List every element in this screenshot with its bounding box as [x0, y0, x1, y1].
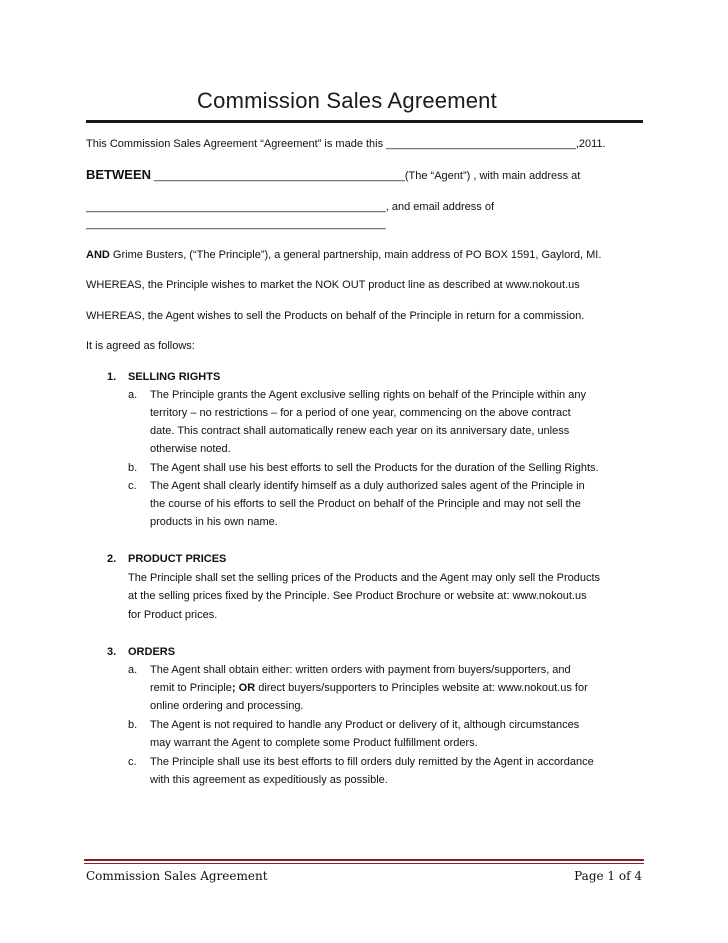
item-line: otherwise noted. — [150, 443, 231, 455]
section-title: ORDERS — [128, 646, 176, 658]
item-line: may warrant the Agent to complete some Product fulfillment orders. — [150, 737, 478, 749]
item-line — [150, 682, 588, 694]
between-line — [86, 167, 580, 182]
page-title: Commission Sales Agreement — [197, 88, 497, 113]
footer-rule — [84, 859, 644, 861]
section-number: 3. — [107, 646, 117, 658]
or-emphasis: ; OR — [231, 682, 256, 694]
item-line: online ordering and processing. — [150, 700, 304, 712]
between-label: BETWEEN — [86, 167, 151, 182]
email-line: _________________________________________________ — [86, 218, 386, 230]
section-body-line: The Principle shall set the selling prices of the Products and the Agent may only sell the Products — [128, 572, 601, 584]
item-line: The Agent shall use his best efforts to sell the Products for the duration of the Selling Rights. — [150, 462, 599, 474]
whereas-2: WHEREAS, the Agent wishes to sell the Products on behalf of the Principle in return for a commission. — [86, 310, 585, 322]
item-line: The Agent is not required to handle any Product or delivery of it, although circumstances — [150, 719, 580, 731]
item-letter: a. — [128, 664, 138, 676]
section-title: PRODUCT PRICES — [128, 553, 227, 565]
footer-title: Commission Sales Agreement — [86, 869, 268, 883]
item-letter: a. — [128, 389, 138, 401]
item-line: The Agent shall obtain either: written orders with payment from buyers/supporters, and — [150, 664, 571, 676]
title-rule — [86, 120, 643, 123]
item-letter: c. — [128, 480, 137, 492]
item-letter: b. — [128, 719, 138, 731]
section-title: SELLING RIGHTS — [128, 371, 221, 383]
item-letter: b. — [128, 462, 138, 474]
item-line: The Principle shall use its best efforts to fill orders duly remitted by the Agent in accordance — [150, 756, 594, 768]
footer-rule — [84, 863, 644, 864]
intro-line: This Commission Sales Agreement “Agreement” is made this _______________________________,2011. — [86, 138, 606, 150]
item-line: The Agent shall clearly identify himself as a duly authorized sales agent of the Principle in — [150, 480, 585, 492]
whereas-1: WHEREAS, the Principle wishes to market the NOK OUT product line as described at www.nokout.us — [86, 279, 580, 291]
and-label: AND — [86, 249, 110, 261]
item-line: the course of his efforts to sell the Product on behalf of the Principle and may not sell the — [150, 498, 581, 510]
item-line: products in his own name. — [150, 516, 278, 528]
item-line: date. This contract shall automatically renew each year on its anniversary date, unless — [150, 425, 570, 437]
page-number: Page 1 of 4 — [574, 869, 642, 883]
section-number: 1. — [107, 371, 117, 383]
section-body-line: for Product prices. — [128, 609, 218, 621]
section-body-line: at the selling prices fixed by the Principle. See Product Brochure or website at: www.nokout.us — [128, 590, 587, 602]
item-line: territory – no restrictions – for a period of one year, commencing on the above contract — [150, 407, 571, 419]
between-text: _________________________________________(The “Agent”) , with main address at — [151, 170, 581, 182]
and-party-line — [86, 249, 601, 261]
item-line-part: direct buyers/supporters to Principles website at: www.nokout.us for — [255, 682, 588, 694]
address-line: _________________________________________________, and email address of — [86, 201, 494, 213]
item-line-part: remit to Principle — [150, 682, 232, 694]
item-letter: c. — [128, 756, 137, 768]
agreed-line: It is agreed as follows: — [86, 340, 195, 352]
item-line: with this agreement as expeditiously as possible. — [150, 774, 388, 786]
section-number: 2. — [107, 553, 117, 565]
and-party-text: Grime Busters, (“The Principle”), a general partnership, main address of PO BOX 1591, Gaylord, MI. — [109, 249, 602, 261]
item-line: The Principle grants the Agent exclusive selling rights on behalf of the Principle within any — [150, 389, 586, 401]
